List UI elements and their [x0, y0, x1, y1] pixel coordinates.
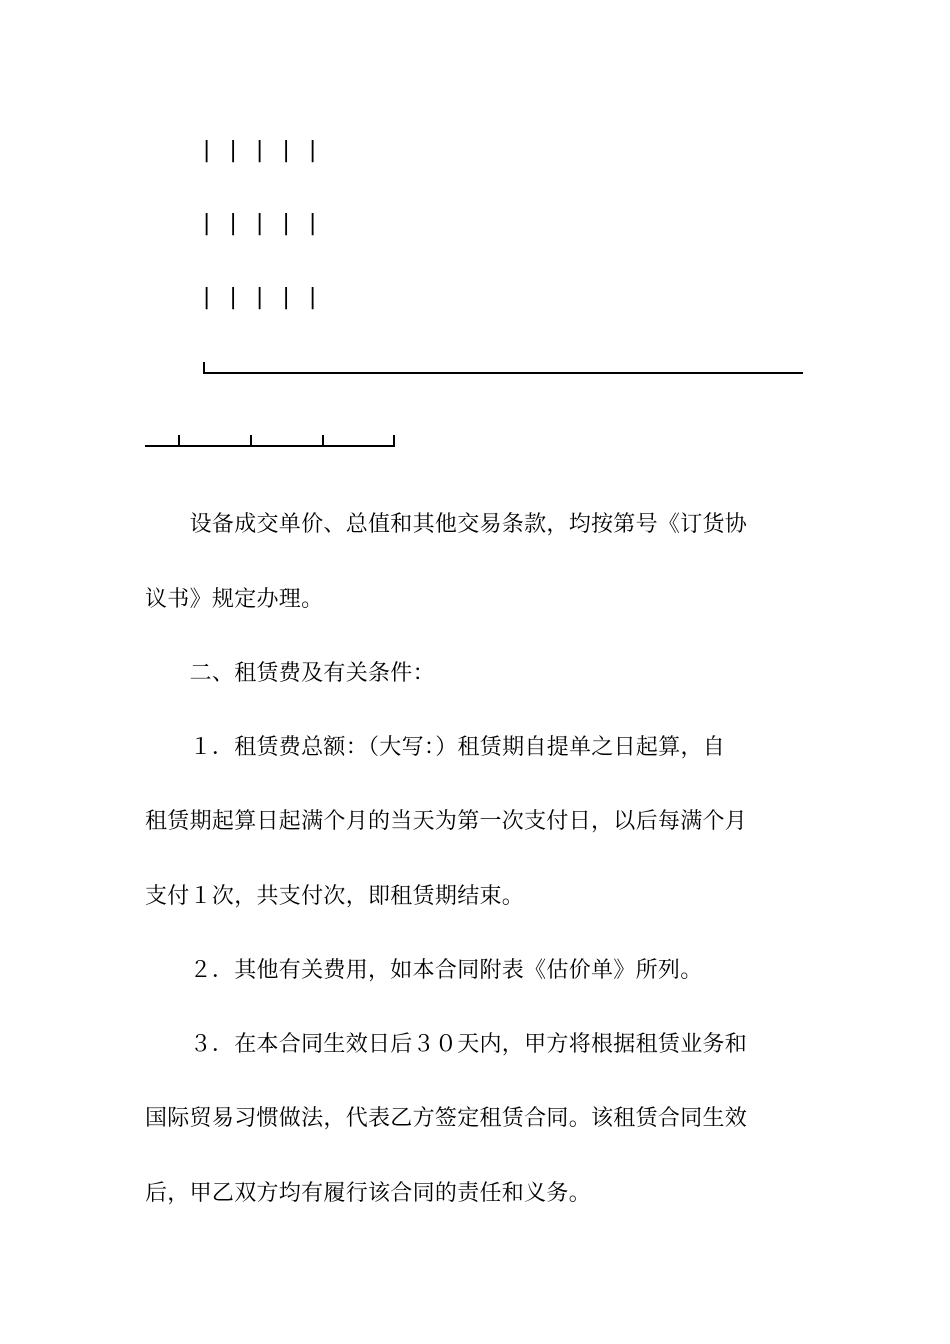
paragraph-line: ３．在本合同生效日后３０天内，甲方将根据租赁业务和: [145, 1032, 748, 1057]
paragraph-line: 议书》规定办理。: [145, 587, 324, 612]
paragraph-line: １．租赁费总额：（大写：）租赁期自提单之日起算，自: [145, 735, 726, 760]
table-bar-row: | | | | |: [200, 285, 320, 310]
paragraph-line: 后，甲乙双方均有履行该合同的责任和义务。: [145, 1181, 592, 1206]
paragraph-line: 国际贸易习惯做法，代表乙方签定租赁合同。该租赁合同生效: [145, 1106, 748, 1131]
paragraph-line: 支付１次，共支付次，即租赁期结束。: [145, 884, 525, 909]
paragraph-line: 租赁期起算日起满个月的当天为第一次支付日，以后每满个月: [145, 809, 748, 834]
table-bar-row: | | | | |: [200, 211, 320, 236]
table-bar-row: | | | | |: [200, 138, 320, 163]
paragraph-line: 设备成交单价、总值和其他交易条款，均按第号《订货协: [145, 512, 748, 537]
section-heading: 二、租赁费及有关条件：: [145, 661, 435, 686]
paragraph-line: ２．其他有关费用，如本合同附表《估价单》所列。: [145, 958, 703, 983]
